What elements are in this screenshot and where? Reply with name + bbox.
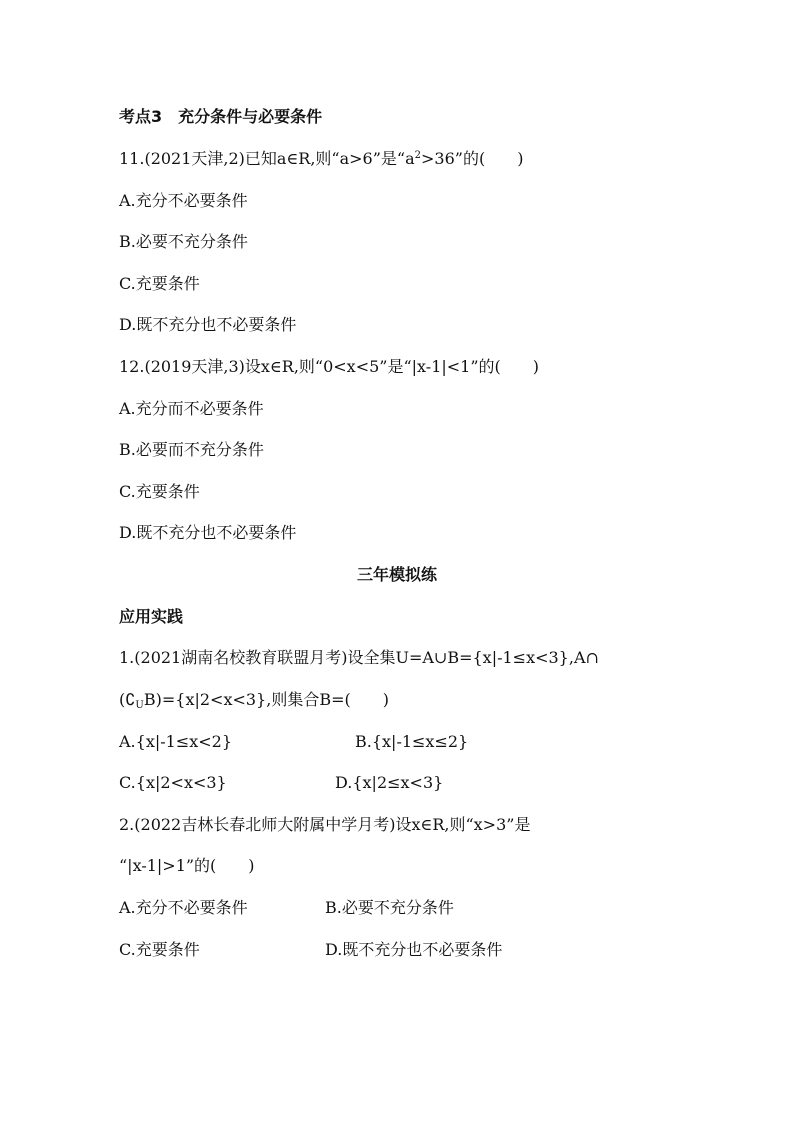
practice-title: 三年模拟练 (356, 565, 437, 584)
question-12-option-a: A.充分而不必要条件 (119, 399, 264, 418)
practice-2-option-a: A.充分不必要条件 (119, 898, 248, 917)
question-11-option-b: B.必要不充分条件 (119, 232, 248, 251)
question-11-stem (119, 148, 523, 170)
practice-1-option-c: C.{x|2<x<3} (119, 773, 227, 792)
practice-1-option-d: D.{x|2≤x<3} (335, 773, 444, 792)
practice-1-option-a: A.{x|-1≤x<2} (119, 732, 233, 751)
question-11-option-c: C.充要条件 (119, 274, 200, 293)
question-12-option-c: C.充要条件 (119, 482, 200, 501)
question-11-superscript: 2 (414, 150, 422, 161)
practice-1-subscript: U (135, 700, 144, 711)
question-12-stem: 12.(2019天津,3)设x∈R,则“0<x<5”是“|x-1|<1”的( ) (119, 357, 540, 376)
question-12-option-b: B.必要而不充分条件 (119, 440, 264, 459)
practice-2-option-b: B.必要不充分条件 (325, 898, 454, 917)
practice-1-stem-line-1: 1.(2021湖南名校教育联盟月考)设全集U=A∪B={x|-1≤x<3},A∩ (119, 648, 599, 667)
practice-2-stem-line-1: 2.(2022吉林长春北师大附属中学月考)设x∈R,则“x>3”是 (119, 815, 531, 834)
question-11-stem-part-a: 11.(2021天津,2)已知a∈R,则“a>6”是“a (119, 149, 415, 168)
practice-2-option-d: D.既不充分也不必要条件 (325, 940, 503, 959)
practice-1-complement: (∁ (119, 690, 136, 709)
sub-heading: 应用实践 (119, 607, 184, 626)
question-11-stem-part-b: >36”的( ) (421, 149, 524, 168)
practice-1-stem-line-2 (119, 689, 389, 711)
question-11-option-a: A.充分不必要条件 (119, 191, 248, 210)
practice-1-stem-line-2-rest: B)={x|2<x<3},则集合B=( ) (143, 690, 389, 709)
practice-1-option-b: B.{x|-1≤x≤2} (355, 732, 469, 751)
practice-2-stem-line-2: “|x-1|>1”的( ) (119, 856, 255, 875)
practice-2-option-c: C.充要条件 (119, 940, 200, 959)
question-12-option-d: D.既不充分也不必要条件 (119, 523, 297, 542)
section-heading: 考点3 充分条件与必要条件 (119, 107, 323, 126)
question-11-option-d: D.既不充分也不必要条件 (119, 315, 297, 334)
